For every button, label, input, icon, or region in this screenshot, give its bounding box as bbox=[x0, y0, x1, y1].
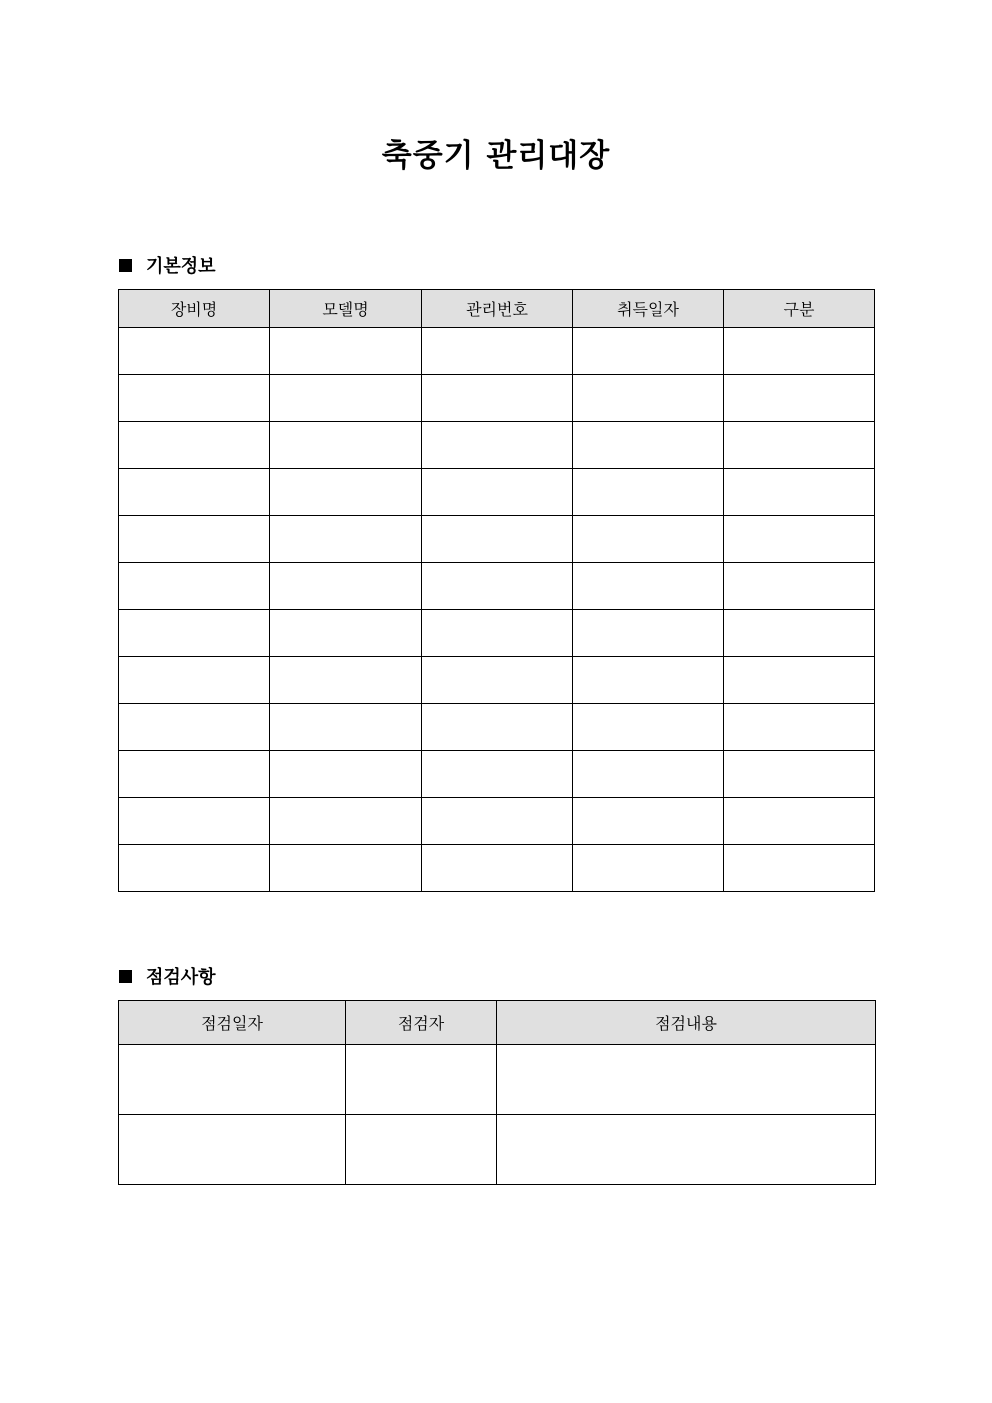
square-bullet-icon bbox=[119, 970, 132, 983]
table-row bbox=[119, 375, 875, 422]
table-cell[interactable] bbox=[724, 845, 875, 892]
table-cell[interactable] bbox=[270, 375, 422, 422]
table-row bbox=[119, 610, 875, 657]
table-cell[interactable] bbox=[422, 798, 573, 845]
table-cell[interactable] bbox=[270, 516, 422, 563]
document-title: 축중기 관리대장 bbox=[381, 138, 611, 174]
column-header-inspector: 점검자 bbox=[346, 1001, 497, 1045]
table-cell[interactable] bbox=[724, 469, 875, 516]
table-row bbox=[119, 422, 875, 469]
column-header-category: 구분 bbox=[724, 290, 875, 328]
table-cell[interactable] bbox=[573, 469, 724, 516]
table-cell[interactable] bbox=[422, 375, 573, 422]
table-cell[interactable] bbox=[573, 751, 724, 798]
table-cell[interactable] bbox=[119, 1115, 346, 1185]
table-cell[interactable] bbox=[270, 422, 422, 469]
table-cell[interactable] bbox=[119, 422, 270, 469]
table-cell[interactable] bbox=[119, 469, 270, 516]
table-cell[interactable] bbox=[724, 751, 875, 798]
table-row bbox=[119, 563, 875, 610]
table-cell[interactable] bbox=[573, 375, 724, 422]
table-cell[interactable] bbox=[422, 704, 573, 751]
column-header-model-name: 모델명 bbox=[270, 290, 422, 328]
table-row bbox=[119, 1045, 876, 1115]
column-header-equipment-name: 장비명 bbox=[119, 290, 270, 328]
table-cell[interactable] bbox=[119, 563, 270, 610]
table-cell[interactable] bbox=[497, 1115, 876, 1185]
table-cell[interactable] bbox=[422, 610, 573, 657]
table-cell[interactable] bbox=[119, 798, 270, 845]
table-cell[interactable] bbox=[422, 563, 573, 610]
table-row bbox=[119, 469, 875, 516]
square-bullet-icon bbox=[119, 259, 132, 272]
column-header-acquisition-date: 취득일자 bbox=[573, 290, 724, 328]
table-row bbox=[119, 845, 875, 892]
table-cell[interactable] bbox=[573, 563, 724, 610]
table-cell[interactable] bbox=[270, 610, 422, 657]
table-cell[interactable] bbox=[573, 845, 724, 892]
section-heading-inspection bbox=[119, 964, 216, 988]
column-header-inspection-date: 점검일자 bbox=[119, 1001, 346, 1045]
table-cell[interactable] bbox=[270, 469, 422, 516]
table-cell[interactable] bbox=[270, 751, 422, 798]
table-cell[interactable] bbox=[270, 657, 422, 704]
table-cell[interactable] bbox=[119, 845, 270, 892]
table-cell[interactable] bbox=[346, 1045, 497, 1115]
column-header-inspection-details: 점검내용 bbox=[497, 1001, 876, 1045]
inspection-table bbox=[118, 1000, 876, 1185]
table-cell[interactable] bbox=[724, 798, 875, 845]
table-cell[interactable] bbox=[573, 704, 724, 751]
table-cell[interactable] bbox=[422, 516, 573, 563]
table-cell[interactable] bbox=[573, 610, 724, 657]
table-cell[interactable] bbox=[573, 422, 724, 469]
table-row bbox=[119, 1115, 876, 1185]
section-heading-label: 기본정보 bbox=[146, 256, 216, 277]
table-row bbox=[119, 751, 875, 798]
table-cell[interactable] bbox=[346, 1115, 497, 1185]
table-cell[interactable] bbox=[724, 375, 875, 422]
table-cell[interactable] bbox=[119, 375, 270, 422]
table-cell[interactable] bbox=[270, 798, 422, 845]
table-cell[interactable] bbox=[422, 751, 573, 798]
table-row bbox=[119, 328, 875, 375]
table-row bbox=[119, 704, 875, 751]
table-cell[interactable] bbox=[119, 1045, 346, 1115]
table-row bbox=[119, 798, 875, 845]
section-heading-basic-info bbox=[119, 253, 216, 277]
table-cell[interactable] bbox=[270, 328, 422, 375]
table-cell[interactable] bbox=[270, 563, 422, 610]
section-heading-label: 점검사항 bbox=[146, 967, 216, 988]
basic-info-table bbox=[118, 289, 875, 892]
table-cell[interactable] bbox=[724, 563, 875, 610]
table-cell[interactable] bbox=[422, 657, 573, 704]
table-cell[interactable] bbox=[119, 516, 270, 563]
table-cell[interactable] bbox=[724, 422, 875, 469]
table-header-row bbox=[119, 290, 875, 328]
table-cell[interactable] bbox=[422, 422, 573, 469]
table-cell[interactable] bbox=[119, 328, 270, 375]
table-cell[interactable] bbox=[573, 657, 724, 704]
table-cell[interactable] bbox=[422, 845, 573, 892]
table-cell[interactable] bbox=[422, 328, 573, 375]
table-cell[interactable] bbox=[270, 845, 422, 892]
table-row bbox=[119, 657, 875, 704]
column-header-management-number: 관리번호 bbox=[422, 290, 573, 328]
table-cell[interactable] bbox=[119, 704, 270, 751]
table-row bbox=[119, 516, 875, 563]
table-cell[interactable] bbox=[724, 328, 875, 375]
table-cell[interactable] bbox=[724, 704, 875, 751]
table-cell[interactable] bbox=[270, 704, 422, 751]
table-cell[interactable] bbox=[119, 751, 270, 798]
table-cell[interactable] bbox=[724, 657, 875, 704]
table-cell[interactable] bbox=[573, 328, 724, 375]
table-cell[interactable] bbox=[119, 610, 270, 657]
table-cell[interactable] bbox=[724, 610, 875, 657]
table-cell[interactable] bbox=[724, 516, 875, 563]
table-header-row bbox=[119, 1001, 876, 1045]
table-cell[interactable] bbox=[422, 469, 573, 516]
table-cell[interactable] bbox=[497, 1045, 876, 1115]
table-cell[interactable] bbox=[573, 516, 724, 563]
table-cell[interactable] bbox=[573, 798, 724, 845]
table-cell[interactable] bbox=[119, 657, 270, 704]
